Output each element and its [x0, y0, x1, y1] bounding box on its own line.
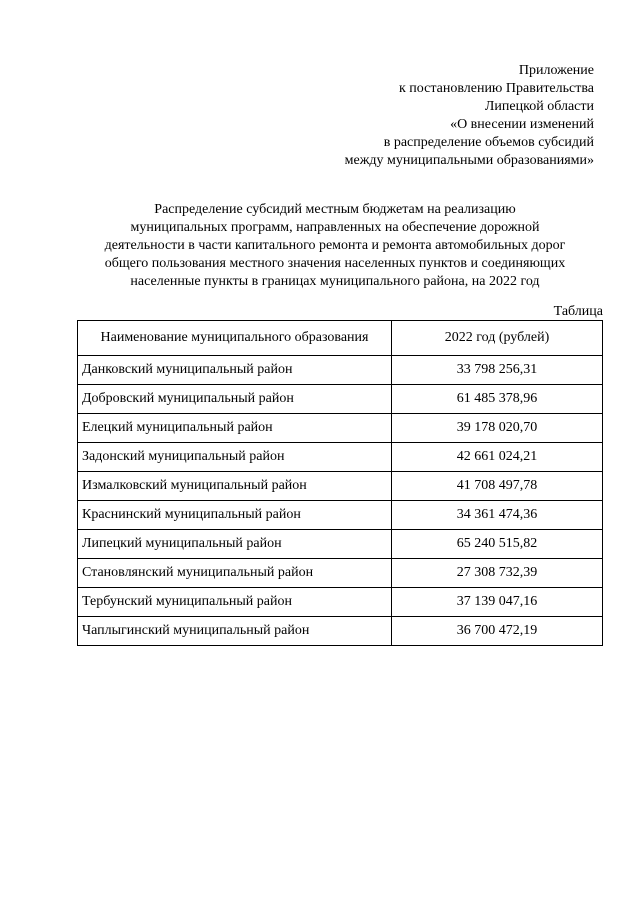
district-name-cell: Задонский муниципальный район [78, 443, 392, 472]
table-row [78, 472, 603, 501]
amount-cell: 27 308 732,39 [392, 559, 603, 588]
amount-cell: 61 485 378,96 [392, 385, 603, 414]
district-name-cell: Елецкий муниципальный район [78, 414, 392, 443]
title-line: деятельности в части капитального ремонта и ремонта автомобильных дорог [104, 238, 566, 253]
amount-cell: 34 361 474,36 [392, 501, 603, 530]
district-name-cell: Данковский муниципальный район [78, 356, 392, 385]
amount-cell: 37 139 047,16 [392, 588, 603, 617]
table-row [78, 385, 603, 414]
header-line: между муниципальными образованиями» [344, 153, 594, 168]
document-title [70, 201, 600, 291]
table-label: Таблица [553, 304, 603, 319]
amount-cell: 42 661 024,21 [392, 443, 603, 472]
table-row [78, 588, 603, 617]
amount-cell: 41 708 497,78 [392, 472, 603, 501]
header-line: Липецкой области [484, 99, 594, 114]
title-line: муниципальных программ, направленных на обеспечение дорожной [130, 220, 540, 235]
district-name-cell: Липецкий муниципальный район [78, 530, 392, 559]
appendix-header [345, 62, 594, 170]
header-line: в распределение объемов субсидий [383, 135, 594, 150]
title-line: Распределение субсидий местным бюджетам на реализацию [154, 202, 516, 217]
district-name-cell: Добровский муниципальный район [78, 385, 392, 414]
table-row [78, 530, 603, 559]
district-name-cell: Становлянский муниципальный район [78, 559, 392, 588]
amount-cell: 39 178 020,70 [392, 414, 603, 443]
table-row [78, 617, 603, 646]
district-name-cell: Чаплыгинский муниципальный район [78, 617, 392, 646]
table-row [78, 414, 603, 443]
subsidies-table [77, 320, 603, 646]
table-row [78, 356, 603, 385]
title-line: общего пользования местного значения населенных пунктов и соединяющих [104, 256, 566, 271]
table-row [78, 501, 603, 530]
title-line: населенные пункты в границах муниципального района, на 2022 год [130, 274, 540, 289]
table-row [78, 559, 603, 588]
amount-cell: 36 700 472,19 [392, 617, 603, 646]
district-name-cell: Краснинский муниципальный район [78, 501, 392, 530]
table-header-row [78, 321, 603, 356]
header-line: к постановлению Правительства [398, 81, 594, 96]
column-header-name: Наименование муниципального образования [78, 321, 392, 356]
district-name-cell: Тербунский муниципальный район [78, 588, 392, 617]
table-row [78, 443, 603, 472]
header-line: «О внесении изменений [450, 117, 594, 132]
amount-cell: 33 798 256,31 [392, 356, 603, 385]
district-name-cell: Измалковский муниципальный район [78, 472, 392, 501]
column-header-amount: 2022 год (рублей) [392, 321, 603, 356]
amount-cell: 65 240 515,82 [392, 530, 603, 559]
header-line: Приложение [518, 63, 594, 78]
